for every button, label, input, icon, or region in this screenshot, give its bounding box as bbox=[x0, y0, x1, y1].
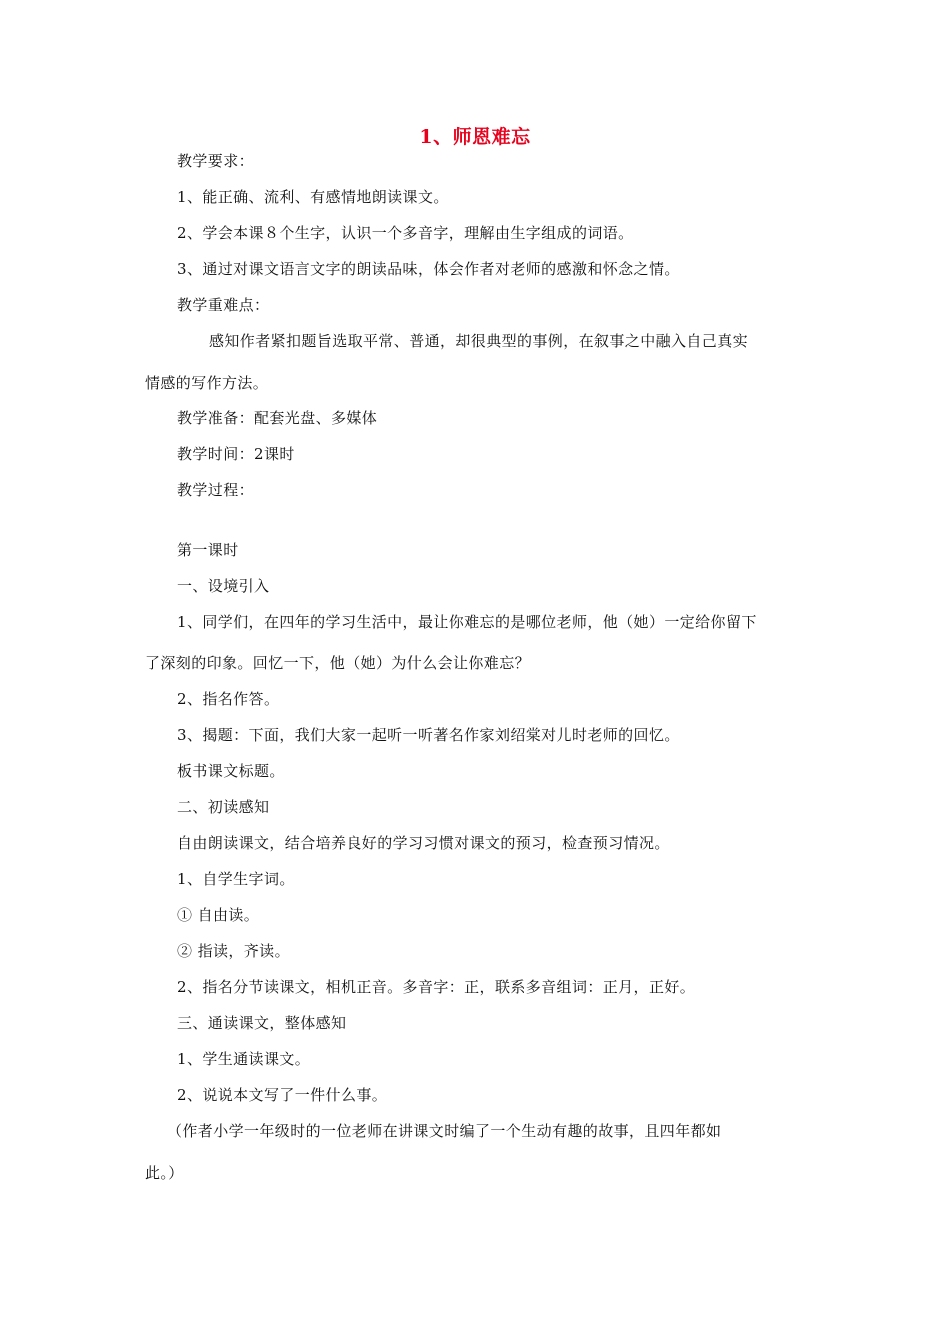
paragraph: 1、能正确、流利、有感情地朗读课文。 bbox=[177, 188, 449, 206]
paragraph: （作者小学一年级时的一位老师在讲课文时编了一个生动有趣的故事，且四年都如 bbox=[167, 1122, 722, 1140]
paragraph: 1、学生通读课文。 bbox=[177, 1050, 311, 1068]
section-heading: 教学重难点： bbox=[177, 296, 270, 314]
lesson-title: 1、师恩难忘 bbox=[419, 126, 531, 148]
list-item: ② 指读，齐读。 bbox=[177, 942, 290, 960]
list-item: ① 自由读。 bbox=[177, 906, 260, 924]
paragraph: 板书课文标题。 bbox=[177, 762, 285, 780]
paragraph: 情感的写作方法。 bbox=[145, 374, 269, 392]
section-heading: 教学过程： bbox=[177, 481, 255, 499]
section-heading: 教学要求： bbox=[177, 152, 255, 170]
paragraph: 1、自学生字词。 bbox=[177, 870, 295, 888]
section-heading: 二、初读感知 bbox=[177, 798, 270, 816]
paragraph: 此。） bbox=[145, 1164, 184, 1182]
paragraph: 2、指名作答。 bbox=[177, 690, 280, 708]
paragraph: 了深刻的印象。回忆一下，他（她）为什么会让你难忘？ bbox=[145, 654, 531, 672]
paragraph: 2、说说本文写了一件什么事。 bbox=[177, 1086, 388, 1104]
paragraph: 自由朗读课文，结合培养良好的学习习惯对课文的预习，检查预习情况。 bbox=[177, 834, 670, 852]
paragraph: 3、通过对课文语言文字的朗读品味，体会作者对老师的感激和怀念之情。 bbox=[177, 260, 680, 278]
paragraph: 感知作者紧扣题旨选取平常、普通，却很典型的事例，在叙事之中融入自己真实 bbox=[209, 332, 749, 350]
section-heading: 第一课时 bbox=[177, 541, 239, 559]
section-heading: 三、通读课文，整体感知 bbox=[177, 1014, 347, 1032]
paragraph: 1、同学们，在四年的学习生活中，最让你难忘的是哪位老师，他（她）一定给你留下 bbox=[177, 613, 757, 631]
paragraph: 教学准备：配套光盘、多媒体 bbox=[177, 409, 378, 427]
paragraph: 2、指名分节读课文，相机正音。多音字：正，联系多音组词：正月，正好。 bbox=[177, 978, 696, 996]
paragraph: 3、揭题：下面，我们大家一起听一听著名作家刘绍棠对儿时老师的回忆。 bbox=[177, 726, 680, 744]
paragraph: 教学时间：2课时 bbox=[177, 445, 295, 463]
section-heading: 一、设境引入 bbox=[177, 577, 270, 595]
paragraph: 2、学会本课８个生字，认识一个多音字，理解由生字组成的词语。 bbox=[177, 224, 634, 242]
